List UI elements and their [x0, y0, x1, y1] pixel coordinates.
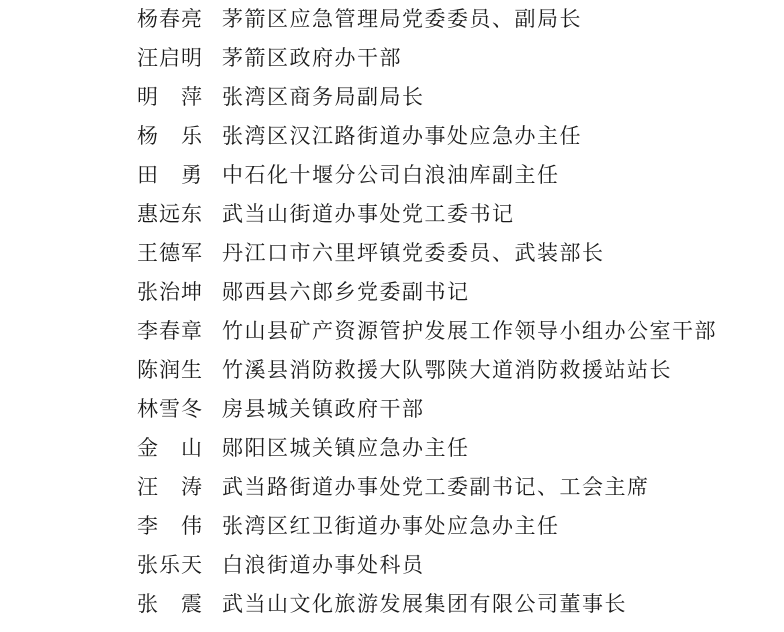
list-item: [0, 234, 784, 273]
person-title: 武当山文化旅游发展集团有限公司董事长: [222, 592, 627, 616]
person-name: 陈润生: [137, 358, 203, 382]
person-title: 中石化十堰分公司白浪油库副主任: [222, 163, 560, 187]
person-title: 竹溪县消防救援大队鄂陕大道消防救援站站长: [222, 358, 672, 382]
person-title: 张湾区商务局副局长: [222, 85, 425, 109]
person-title: 武当路街道办事处党工委副书记、工会主席: [222, 475, 650, 499]
list-item: [0, 429, 784, 468]
list-item: [0, 546, 784, 585]
person-name: 张乐天: [137, 553, 203, 577]
person-title: 白浪街道办事处科员: [222, 553, 425, 577]
person-title: 武当山街道办事处党工委书记: [222, 202, 515, 226]
person-name: 林雪冬: [137, 397, 203, 421]
person-title: 竹山县矿产资源管护发展工作领导小组办公室干部: [222, 319, 717, 343]
person-name: 张 震: [137, 592, 203, 616]
list-item: [0, 39, 784, 78]
person-title: 丹江口市六里坪镇党委委员、武装部长: [222, 241, 605, 265]
person-title: 张湾区红卫街道办事处应急办主任: [222, 514, 560, 538]
person-title: 郧西县六郎乡党委副书记: [222, 280, 470, 304]
list-item: [0, 585, 784, 624]
person-name: 李春章: [137, 319, 203, 343]
person-name: 杨 乐: [137, 124, 203, 148]
list-item: [0, 195, 784, 234]
person-name: 明 萍: [137, 85, 203, 109]
list-item: [0, 78, 784, 117]
list-item: [0, 507, 784, 546]
person-name: 张治坤: [137, 280, 203, 304]
person-title: 房县城关镇政府干部: [222, 397, 425, 421]
list-item: [0, 156, 784, 195]
list-item: [0, 351, 784, 390]
person-name: 李 伟: [137, 514, 203, 538]
person-name: 杨春亮: [137, 7, 203, 31]
list-item: [0, 0, 784, 39]
list-item: [0, 312, 784, 351]
list-item: [0, 390, 784, 429]
person-name: 汪启明: [137, 46, 203, 70]
person-title: 茅箭区应急管理局党委委员、副局长: [222, 7, 582, 31]
list-item: [0, 117, 784, 156]
list-item: [0, 468, 784, 507]
person-title: 张湾区汉江路街道办事处应急办主任: [222, 124, 582, 148]
person-name: 王德军: [137, 241, 203, 265]
person-name: 惠远东: [137, 202, 203, 226]
person-name: 汪 涛: [137, 475, 203, 499]
list-item: [0, 273, 784, 312]
person-name: 田 勇: [137, 163, 203, 187]
person-name: 金 山: [137, 436, 203, 460]
person-title: 郧阳区城关镇应急办主任: [222, 436, 470, 460]
person-title: 茅箭区政府办干部: [222, 46, 402, 70]
